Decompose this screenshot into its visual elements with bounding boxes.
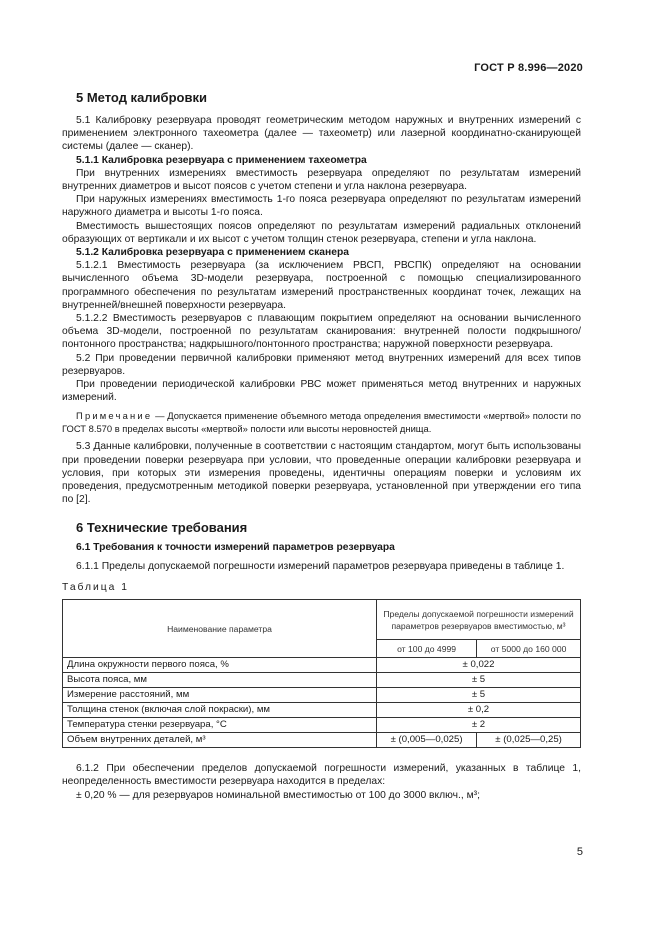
table-caption: Таблица 1	[62, 581, 129, 593]
note-text: — Допускается применение объемного метода определения вместимости «мертвой» полости по ГОСТ 8.570 в пределах высоты «мертвой» полости или высоты неровностей днища.	[62, 410, 581, 435]
table-row	[63, 703, 581, 718]
row-parameter: Объем внутренних деталей, м³	[63, 733, 377, 748]
table-subheader-range-2: от 5000 до 160 000	[477, 640, 581, 658]
clause-5-1-2-1: 5.1.2.1 Вместимость резервуара (за исключением РВСП, РВСПК) определяют на основании вычисленного объема 3D-модели резервуара, построенной с помощью специализированного программного обеспечения по результатам измерений пространственных координат точек, лежащих на внутренней/внешней поверхности резервуара.	[62, 260, 581, 311]
row-parameter: Высота пояса, мм	[63, 673, 377, 688]
table-row	[63, 658, 581, 673]
note-keyword: Примечание	[76, 410, 153, 422]
clause-5-1-1-para-2: При наружных измерениях вместимость 1-го пояса резервуара определяют по результатам измерений наружного диаметра и высоты 1-го пояса.	[62, 194, 581, 219]
clause-5-1-1-title: 5.1.1 Калибровка резервуара с применением тахеометра	[76, 154, 367, 166]
row-parameter: Толщина стенок (включая слой покраски), мм	[63, 703, 377, 718]
row-parameter: Длина окружности первого пояса, %	[63, 658, 377, 673]
table-header-parameter: Наименование параметра	[63, 600, 377, 658]
row-value: ± 0,022	[377, 658, 581, 673]
row-parameter: Температура стенки резервуара, °С	[63, 718, 377, 733]
table-row	[63, 718, 581, 733]
row-value: ± 5	[377, 688, 581, 703]
table-header-limits: Пределы допускаемой погрешности измерений параметров резервуаров вместимостью, м³	[377, 600, 581, 640]
section-6-title: 6 Технические требования	[76, 520, 248, 536]
clause-5-3: 5.3 Данные калибровки, полученные в соответствии с настоящим стандартом, могут быть использованы при проведении поверки резервуара при условии, что проведенные операции калибровки резервуара и условия, при которых эти измерения проведены, идентичны операциям поверки и условиям их проведения, предусмотренным методикой поверки резервуара, установленной при утверждении его типа по [2].	[62, 441, 581, 506]
clause-6-1-2-item: ± 0,20 % — для резервуаров номинальной вместимостью от 100 до 3000 включ., м³;	[76, 789, 480, 801]
clause-5-2: 5.2 При проведении первичной калибровки применяют метод внутренних измерений для всех типов резервуаров.	[62, 352, 581, 377]
table-subheader-range-1: от 100 до 4999	[377, 640, 477, 658]
clause-5-1-2-title: 5.1.2 Калибровка резервуара с применением сканера	[76, 247, 349, 259]
clause-5-1: 5.1 Калибровку резервуара проводят геометрическим методом наружных и внутренних измерений с применением электронного тахеометра (далее — тахеометр) или лазерной координатно-сканирующей системы (далее — сканер).	[62, 115, 581, 153]
table-row	[63, 673, 581, 688]
clause-6-1-1: 6.1.1 Пределы допускаемой погрешности измерений параметров резервуара приведены в таблице 1.	[76, 560, 565, 572]
row-value: ± 2	[377, 718, 581, 733]
section-5-title: 5 Метод калибровки	[76, 90, 207, 105]
row-value-range-1: ± (0,005—0,025)	[377, 733, 477, 748]
clause-5-1-1-para-3: Вместимость вышестоящих поясов определяют по результатам измерений радиальных отклонений образующих от вертикали и их высот с учетом толщин стенок резервуара, степени и угла наклона.	[62, 220, 581, 245]
row-value: ± 0,2	[377, 703, 581, 718]
row-parameter: Измерение расстояний, мм	[63, 688, 377, 703]
clause-6-1-title: 6.1 Требования к точности измерений параметров резервуара	[76, 542, 395, 554]
parameters-table	[62, 599, 581, 748]
page-number: 5	[576, 846, 583, 858]
clause-6-1-2: 6.1.2 При обеспечении пределов допускаемой погрешности измерений, указанных в таблице 1, неопределенность вместимости резервуара находится в пределах:	[62, 763, 581, 788]
table-row	[63, 733, 581, 748]
row-value: ± 5	[377, 673, 581, 688]
row-value-range-2: ± (0,025—0,25)	[477, 733, 581, 748]
note	[62, 409, 581, 435]
page-content	[62, 90, 581, 802]
clause-5-1-1-para-1: При внутренних измерениях вместимость резервуара определяют по результатам измерений внутренних диаметров и высот поясов с учетом степени и угла наклона резервуара.	[62, 167, 581, 193]
table-row	[63, 688, 581, 703]
clause-5-2-para-2: При проведении периодической калибровки РВС может применяться метод внутренних и наружных измерений.	[62, 379, 581, 404]
clause-5-1-2-2: 5.1.2.2 Вместимость резервуаров с плавающим покрытием определяют на основании вычисленного объема 3D-модели, построенной по результатам сканирования: внутренней полости подкрышного/понтонного пространства; надкрышного/понтонного пространства; наружной поверхности резервуара.	[62, 313, 581, 351]
standard-code: ГОСТ Р 8.996—2020	[474, 62, 583, 74]
